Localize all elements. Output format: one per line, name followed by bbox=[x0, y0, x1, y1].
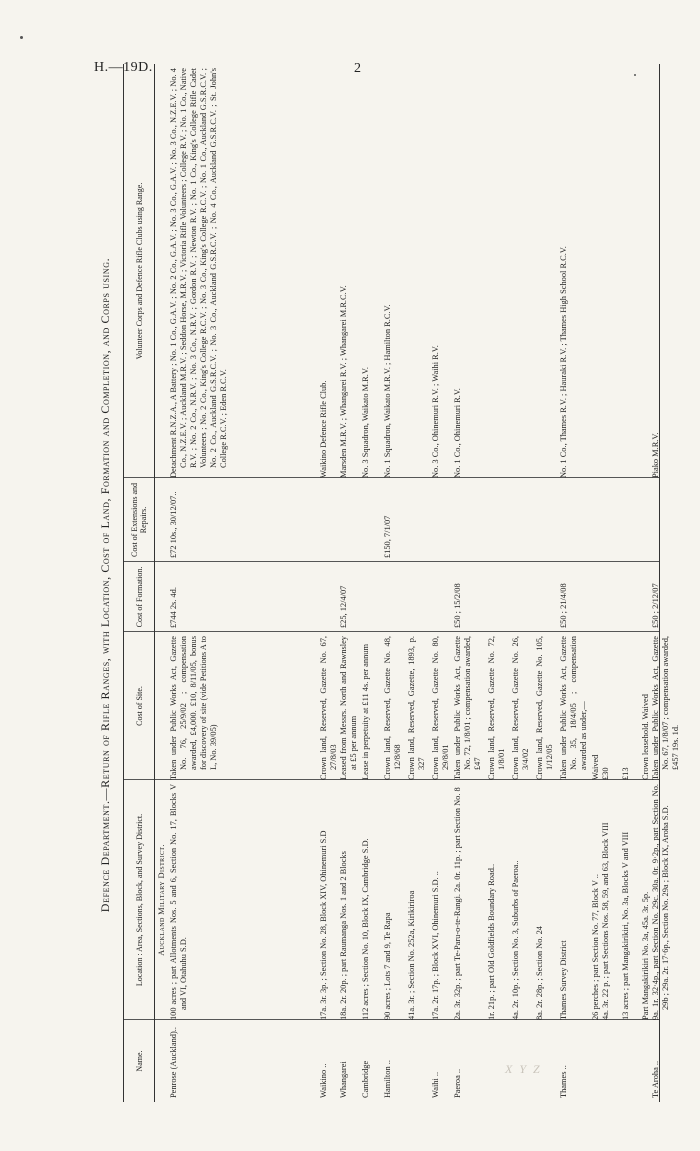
range-name: Hamilton .. bbox=[383, 1060, 392, 1098]
range-location: Part Mangakirikiri No. 3a, 45a. 3r. 5p. bbox=[641, 891, 650, 1020]
range-location: 9a. 1r. 32·4p., part Section No. 29c. 30a. 0r. 9·2p., part Section No. 29b ; 29a. 2r. 17·6p., Section No. 29a ; Block IX, Aroha S.D. bbox=[651, 784, 670, 1020]
range-name: Waikino .. bbox=[319, 1063, 328, 1098]
range-cost-of-site: £13 bbox=[621, 767, 630, 780]
page-header-code: H.—19D. bbox=[94, 60, 153, 75]
range-cost-of-site: Lease in perpetuity at £11 4s. per annum bbox=[361, 644, 370, 780]
range-cost-of-site: Crown land, Reserved, Gazette, 1893, p. 327 bbox=[407, 636, 426, 780]
table-header bbox=[124, 64, 155, 1102]
column-header-cost-of-formation: Cost of Formation. bbox=[134, 566, 144, 628]
range-name: Cambridge bbox=[361, 1060, 370, 1098]
range-cost-of-repairs: £150, 7/1/07 bbox=[383, 515, 392, 558]
range-cost-of-formation: £50 ; 15/2/08 bbox=[453, 583, 462, 628]
range-location: 4a. 2r. 10p. ; Section No. 3, Suburbs of Paeroa.. bbox=[511, 860, 520, 1020]
rotated-return-table bbox=[85, 60, 680, 1110]
range-corps: No. 1 Co., Thames R.V. ; Hauraki R.V. ; Thames High School R.C.V. bbox=[559, 246, 568, 478]
rifle-ranges-table bbox=[123, 64, 680, 1102]
range-corps: Waikino Defence Rifle Club. bbox=[319, 380, 328, 478]
range-cost-of-site: Crown land, Reserved, Gazette No. 105, 1/12/05 bbox=[535, 636, 554, 780]
range-name: Penrose (Auckland).. bbox=[169, 1027, 178, 1098]
range-name: Whangarei bbox=[339, 1061, 348, 1098]
range-corps: No. 3 Co., Ohinemuri R.V. ; Waihi R.V. bbox=[431, 345, 440, 478]
range-cost-of-site: Leased from Messrs. North and Rawnsley at £5 per annum bbox=[339, 636, 358, 780]
column-header-location: Location : Area, Sections, Block, and Survey District. bbox=[134, 813, 144, 987]
range-location: 100 acres ; part Allotments Nos. 5 and 6, Section No. 17, Blocks V and VI, Otahuhu S.D. bbox=[169, 784, 188, 1020]
range-name: Paeroa .. bbox=[453, 1068, 462, 1098]
range-cost-of-site: Crown leasehold. Waived bbox=[641, 694, 650, 780]
range-cost-of-site: £30 bbox=[601, 767, 610, 780]
range-cost-of-site: Taken under Public Works Act, Gazette No. 72, 1/8/01 ; compensation awarded, £47 bbox=[453, 636, 482, 780]
range-cost-of-formation: £50 ; 2/12/07 bbox=[651, 583, 660, 628]
range-corps: Piako M.R.V. bbox=[651, 432, 660, 478]
range-location: 8a. 2r. 28p. ; Section No. 24 bbox=[535, 926, 544, 1020]
range-location: 17a. 2r. 17p. ; Block XVI, Ohinemuri S.D. .. bbox=[431, 871, 440, 1020]
range-location: 1r. 21p. ; part Old Goldfields Boundary Road.. bbox=[487, 863, 496, 1020]
range-location: 90 acres ; Lots 7 and 9, Te Rapa bbox=[383, 912, 392, 1020]
range-location: 2a. 3r. 32p. ; part Te-Paru-o-te-Rangi. 2a. 0r. 11p. ; part Section No. 8 bbox=[453, 787, 462, 1020]
range-cost-of-formation: £50 ; 21/4/08 bbox=[559, 583, 568, 628]
range-location: 41a. 3r. ; Section No. 252a, Kirikiriroa bbox=[407, 890, 416, 1020]
range-location: 26 perches ; part Section No. 77, Block V .. bbox=[591, 874, 600, 1020]
range-location: 17a. 3r. 3p. ; Section No. 28, Block XIV, Ohinemuri S.D bbox=[319, 830, 328, 1020]
range-corps: No. 1 Squadron, Waikato M.R.V. ; Hamilton R.C.V. bbox=[383, 304, 392, 478]
range-cost-of-site: Taken under Public Works Act, Gazette No. 35, 18/4/05 ; compensation awarded as under,— bbox=[559, 636, 588, 780]
range-cost-of-formation: £744 2s. 4d. bbox=[169, 587, 178, 628]
faint-stamp: X Y Z bbox=[505, 1062, 542, 1076]
range-location: 13 acres ; part Mangakirikiri, No. 3a, Blocks V and VIII bbox=[621, 831, 630, 1020]
range-cost-of-site: Waived bbox=[591, 754, 600, 780]
range-name: Te Aroha .. bbox=[651, 1060, 660, 1098]
table-body bbox=[155, 64, 680, 1102]
range-cost-of-site: Taken under Public Works Act, Gazette No. 76, 25/9/02 ; compensation awarded, £4,000. £10, 8/11/05, bonus for discovery of site (vide Petitions A to L, No. 39/05) bbox=[169, 636, 218, 780]
range-corps: No. 3 Squadron, Waikato M.R.V. bbox=[361, 367, 370, 478]
range-cost-of-site: Taken under Public Works Act, Gazette No. 67, 1/8/07 ; compensation awarded, £457 19s. 1d. bbox=[651, 636, 680, 780]
range-cost-of-site: Crown land, Reserved, Gazette No. 48, 12/8/68 bbox=[383, 636, 402, 780]
range-name: Waihi .. bbox=[431, 1071, 440, 1098]
range-cost-of-site: Crown land, Reserved, Gazette No. 67, 27/8/03 bbox=[319, 636, 338, 780]
range-cost-of-site: Crown land, Reserved, Gazette No. 72, 1/8/01 bbox=[487, 636, 506, 780]
column-header-corps: Volunteer Corps and Defence Rifle Clubs using Range. bbox=[134, 182, 144, 360]
range-name: Thames .. bbox=[559, 1065, 568, 1098]
range-corps: No. 1 Co., Ohinemuri R.V. bbox=[453, 388, 462, 478]
range-location: 18a. 2r. 20p. ; part Raumanga Nos. 1 and 2 Blocks bbox=[339, 851, 348, 1020]
range-cost-of-formation: £25, 12/4/07 bbox=[339, 585, 348, 628]
page-number: 2 bbox=[354, 61, 361, 76]
document-title: Defence Department.—Return of Rifle Ranges, with Location, Cost of Land, Formation and Completion, and Corps using. bbox=[98, 257, 112, 913]
range-cost-of-site: Crown land, Reserved, Gazette No. 80, 29/8/01 bbox=[431, 636, 450, 780]
range-location: Thames Survey District bbox=[559, 940, 568, 1020]
range-corps: Marsden M.R.V. ; Whangarei R.V. ; Whangarei M.R.C.V. bbox=[339, 285, 348, 478]
column-header-name: Name. bbox=[134, 1050, 144, 1072]
district-heading: Auckland Military District. bbox=[157, 844, 166, 956]
column-header-cost-of-extensions: Cost of Extensions and Repairs. bbox=[130, 483, 148, 557]
range-cost-of-repairs: £72 10s., 30/12/07.. bbox=[169, 491, 178, 558]
range-cost-of-site: Crown land, Reserved, Gazette No. 26, 3/4/02 bbox=[511, 636, 530, 780]
range-location: 112 acres ; Section No. 10, Block IX, Cambridge S.D. bbox=[361, 838, 370, 1020]
ink-speck bbox=[20, 36, 23, 39]
range-corps: Detachment R.N.Z.A., A Battery ; No. 1 Co., G.A.V. ; No. 2 Co., G.A.V. ; No. 3 Co., G.A.V. ; No. 3 Co., N.Z.E.V. ; No. 4 Co., N.Z.E.V. ; Auckland M.R.V. ; Seddon Horse, M.R.V. ; Victoria Rifle Volunteers ; College R.V. ; No. 1 Co., Native R.V. ; No. 2 Co., N.R.V. ; No. 3 Co., N.R.V. ; Gordon R.V. ; Newton R.V. ; No. 1 Co., King's College Rifle Cadet Volunteers ; No. 2 Co., King's College R.C.V. ; No. 3 Co., King's College R.C.V. ; No. 1 Co., Auckland G.S.R.C.V. ; No. 2 Co., Auckland G.S.R.C.V. ; No. 3 Co., Auckland G.S.R.C.V. ; No. 4 Co., Auckland G.S.R.C.V. ; St. John's College R.C.V. ; Eden R.C.V. bbox=[169, 68, 228, 478]
column-header-cost-of-site: Cost of Site. bbox=[134, 686, 144, 726]
range-location: 4a. 3r. 22 p. ; part Sections Nos. 58, 59, and 63, Block VIII bbox=[601, 822, 610, 1020]
